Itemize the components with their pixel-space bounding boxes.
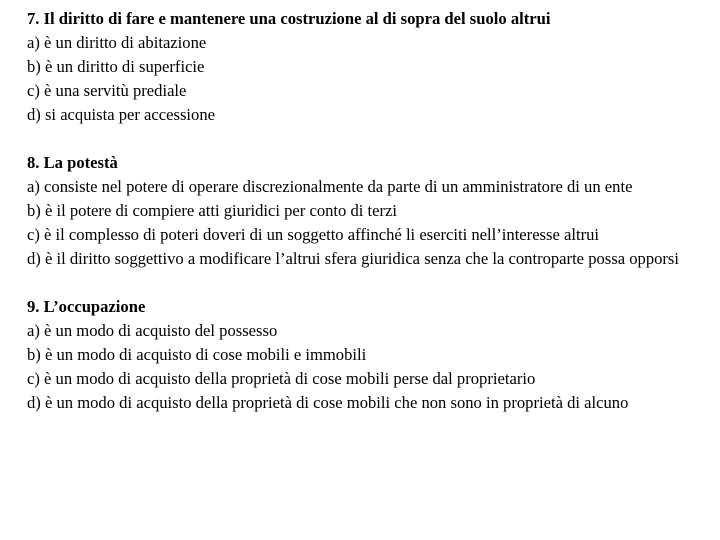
question-9 bbox=[27, 295, 687, 415]
option-a: a) consiste nel potere di operare discrezionalmente da parte di un amministratore di un ente bbox=[27, 177, 633, 196]
option-d: d) è il diritto soggettivo a modificare l’altrui sfera giuridica senza che la controparte possa opporsi bbox=[27, 249, 680, 268]
option-d: d) è un modo di acquisto della proprietà di cose mobili che non sono in proprietà di alcuno bbox=[27, 393, 629, 412]
option-a: a) è un diritto di abitazione bbox=[27, 33, 207, 52]
option-a: a) è un modo di acquisto del possesso bbox=[27, 321, 278, 340]
option-c: c) è un modo di acquisto della proprietà di cose mobili perse dal proprietario bbox=[27, 369, 536, 388]
option-b: b) è un modo di acquisto di cose mobili e immobili bbox=[27, 345, 367, 364]
option-b: b) è il potere di compiere atti giuridici per conto di terzi bbox=[27, 201, 397, 220]
question-7 bbox=[27, 7, 687, 127]
question-8 bbox=[27, 151, 687, 271]
option-c: c) è una servitù prediale bbox=[27, 81, 187, 100]
option-b: b) è un diritto di superficie bbox=[27, 57, 205, 76]
question-title: 8. La potestà bbox=[27, 153, 118, 172]
document-page bbox=[27, 7, 687, 439]
question-title: 7. Il diritto di fare e mantenere una costruzione al di sopra del suolo altrui bbox=[27, 9, 551, 28]
option-c: c) è il complesso di poteri doveri di un soggetto affinché li eserciti nell’interesse altrui bbox=[27, 225, 600, 244]
option-d: d) si acquista per accessione bbox=[27, 105, 215, 124]
question-title: 9. L’occupazione bbox=[27, 297, 146, 316]
